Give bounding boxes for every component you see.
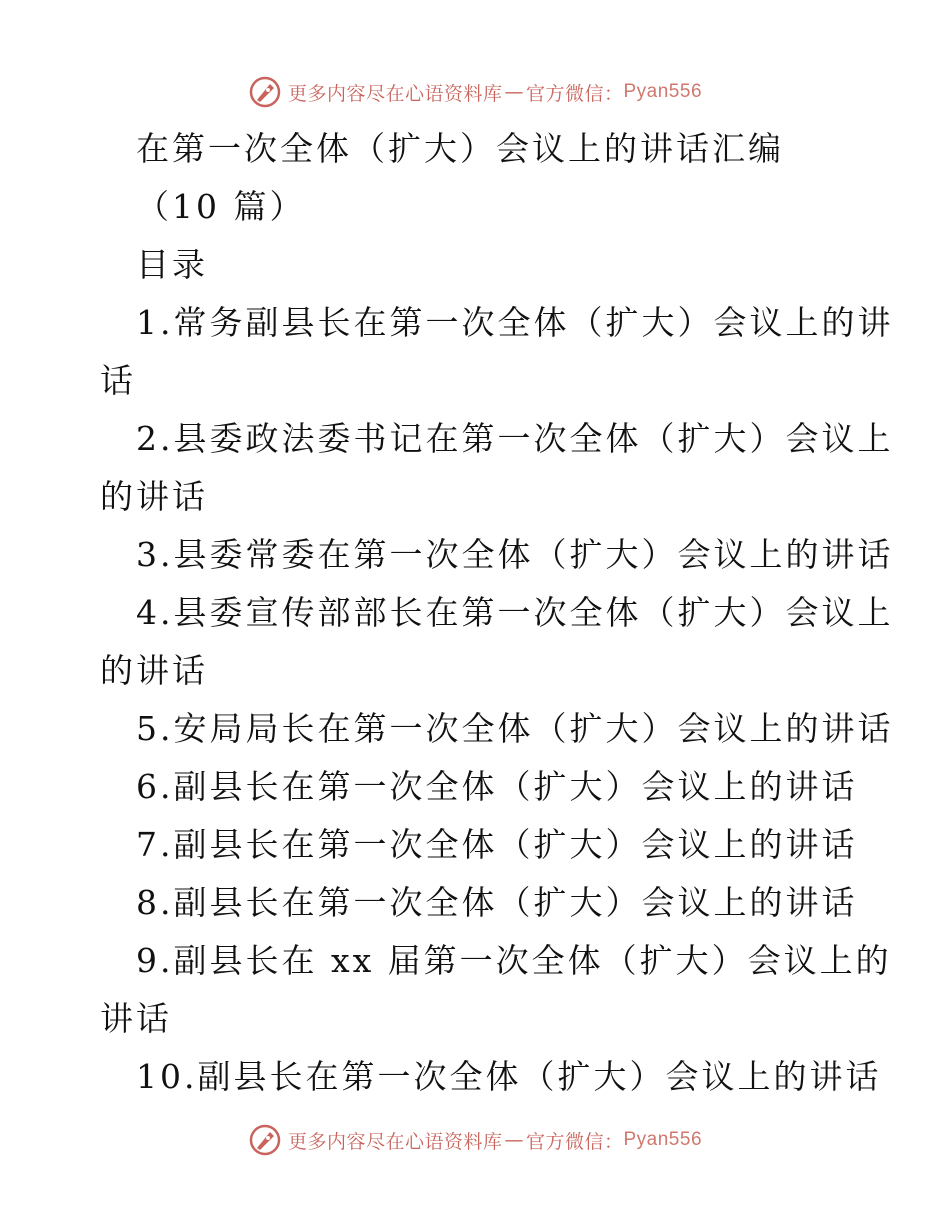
- watermark-separator: —: [504, 81, 524, 103]
- document-body: [100, 120, 894, 1106]
- document-title: 在第一次全体（扩大）会议上的讲话汇编: [136, 129, 784, 168]
- toc-item-continuation: 话: [100, 361, 136, 400]
- watermark-separator: —: [504, 1129, 524, 1151]
- toc-item: 6.副县长在第一次全体（扩大）会议上的讲话: [136, 767, 858, 806]
- toc-item: 3.县委常委在第一次全体（扩大）会议上的讲话: [136, 535, 894, 574]
- toc-item: 8.副县长在第一次全体（扩大）会议上的讲话: [136, 883, 858, 922]
- toc-heading: 目录: [136, 245, 208, 284]
- toc-item: 4.县委宣传部部长在第一次全体（扩大）会议上: [136, 593, 894, 632]
- toc-item: 7.副县长在第一次全体（扩大）会议上的讲话: [136, 825, 858, 864]
- pen-nib-logo-icon: [248, 75, 282, 109]
- pen-nib-logo-icon: [248, 1123, 282, 1157]
- header-watermark: [0, 72, 950, 112]
- toc-item-continuation: 的讲话: [100, 477, 208, 516]
- watermark-wechat-id: Pyan556: [623, 1129, 703, 1150]
- document-title-count: （10 篇）: [136, 187, 306, 226]
- toc-item-continuation: 的讲话: [100, 651, 208, 690]
- watermark-wechat-label: 官方微信：: [525, 82, 624, 105]
- toc-item: 1.常务副县长在第一次全体（扩大）会议上的讲: [136, 303, 894, 342]
- watermark-wechat-id: Pyan556: [623, 81, 703, 102]
- toc-item: 9.副县长在 xx 届第一次全体（扩大）会议上的: [136, 941, 892, 980]
- toc-item: 2.县委政法委书记在第一次全体（扩大）会议上: [136, 419, 894, 458]
- watermark-wechat-label: 官方微信：: [525, 1130, 624, 1153]
- toc-item: 5.安局局长在第一次全体（扩大）会议上的讲话: [136, 709, 894, 748]
- toc-item-continuation: 讲话: [100, 999, 172, 1038]
- watermark-text: 更多内容尽在心语资料库: [287, 82, 503, 105]
- toc-item: 10.副县长在第一次全体（扩大）会议上的讲话: [136, 1057, 882, 1096]
- watermark-text: 更多内容尽在心语资料库: [287, 1130, 503, 1153]
- footer-watermark: [0, 1120, 950, 1160]
